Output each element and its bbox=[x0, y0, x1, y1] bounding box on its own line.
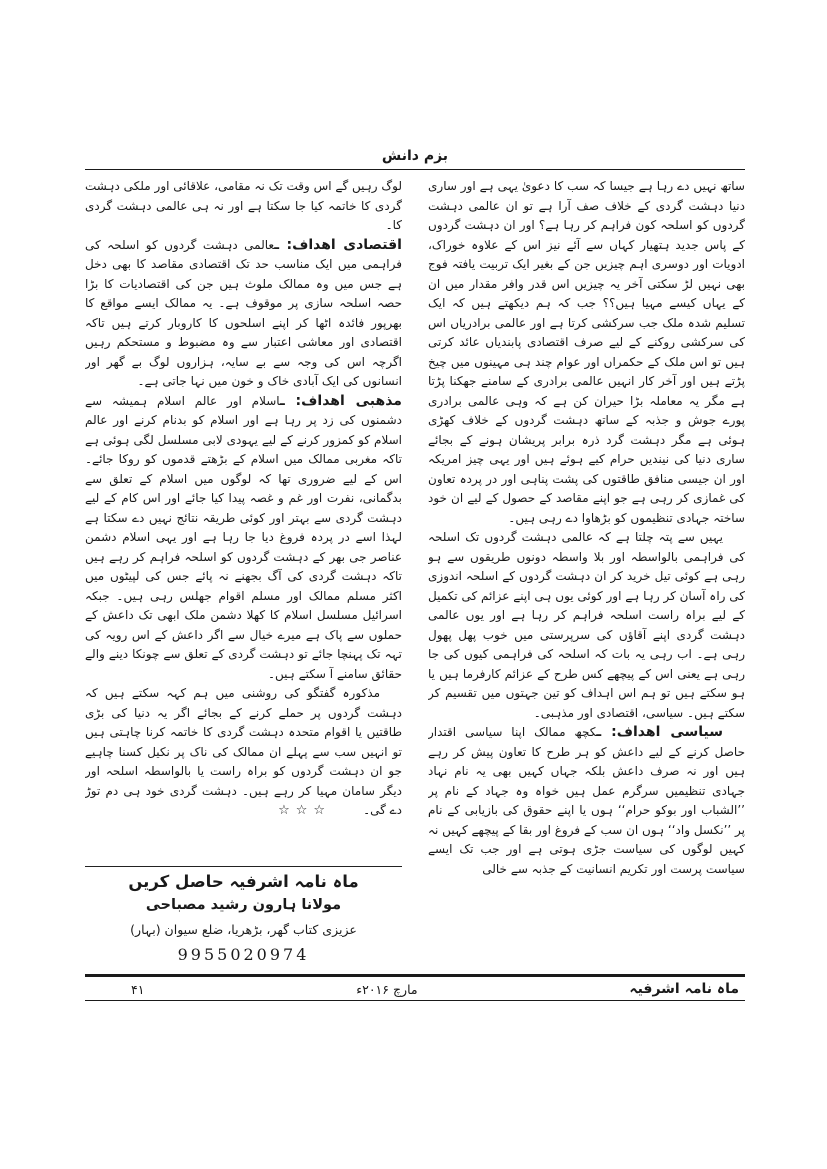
footer-rule-thin bbox=[85, 1000, 745, 1001]
section-heading-mazhabi-ahdaf: مذهبی اهداف: ـ bbox=[279, 392, 402, 409]
page-footer bbox=[85, 974, 745, 1001]
column-right bbox=[428, 177, 745, 972]
end-of-article-stars: ☆☆☆ bbox=[278, 803, 332, 818]
paragraph-continuation bbox=[85, 177, 402, 236]
paragraph-closing bbox=[85, 684, 402, 821]
footer-row bbox=[85, 977, 745, 1000]
page-header bbox=[85, 148, 745, 170]
section-heading-siyasi-ahdaf: سیاسی اهداف: ـ bbox=[596, 724, 723, 740]
paragraph-siyasi-ahdaf bbox=[428, 723, 745, 879]
subscription-box bbox=[85, 866, 402, 969]
footer-magazine-name: ماہ نامہ اشرفیہ bbox=[629, 981, 739, 997]
paragraph-text: ساتھ نہیں دے رہا ہے جیسا کہ سب کا دعویٰ یہی ہے اور ساری دنیا دہشت گردی کے خلاف صف آرا ہے تو ان عالمی دہشت گردوں کو اسلحہ کون فراہم کر رہا ہے؟ اور ان دہشت گردوں کے پاس جدید ہتھیار کہاں سے آئے نیز اس کے علاوہ خوراک، ادویات اور دوسری اہم چیزیں جن کے بغیر ایک تربیت یافتہ فوج بھی نہیں لڑ سکتی آخر یہ چیزیں اس قدر وافر مقدار میں ان کے یہاں کیسے مہیا ہیں؟؟ جب کہ ہم دیکھتے ہیں کہ ایک تسلیم شدہ ملک جب سرکشی کرتا ہے اور عالمی برادریاں اس کی سرکشی روکنے کے لیے صرف اقتصادی پابندیاں عائد کرتی ہیں تو اس ملک کے حکمراں اور عوام چند ہی مہینوں میں چیخ پڑتے ہیں اور آخر کار انہیں عالمی برادری کے سامنے جھکنا پڑتا ہے مگر یہ معاملہ بڑا حیران کن ہے کہ وہی عالمی برادری پورے جوش و جذبہ کے ساتھ دہشت گردوں کے خلاف کھڑی ہوئی ہے مگر دہشت گرد ذرہ برابر پریشان ہونے کے بجائے ساری دنیا کی نیندیں حرام کیے ہوئے ہیں اور یہی چیز امریکہ اور ان جیسی منافق طاقتوں کی پشت پناہی اور در پردہ تعاون کی غمازی کر رہی ہے جو اپنے مقاصد کے حصول کے لیے ان خود ساختہ جہادی تنظیموں کو بڑھاوا دے رہی ہیں۔ bbox=[428, 179, 745, 525]
page-header-title: بزم دانش bbox=[381, 148, 449, 164]
subscription-phone-number: 9955020974 bbox=[177, 944, 310, 964]
subscription-contact-name: مولانا ہارون رشید مصباحی bbox=[145, 897, 342, 914]
header-rule bbox=[85, 169, 745, 170]
paragraph bbox=[428, 528, 745, 723]
text-columns bbox=[85, 177, 745, 972]
paragraph-iqtisadi-ahdaf bbox=[85, 236, 402, 392]
footer-page-number: ۴۱ bbox=[131, 981, 145, 997]
paragraph-text: کچھ ممالک اپنا سیاسی اقتدار حاصل کرنے کے لیے داعش کو ہر طرح کا تعاون پیش کر رہے ہیں اور نہ صرف داعش بلکہ جہاں کہیں بھی یہ نام نہاد جہادی تنظیمیں سرگرم عمل ہیں خواہ وہ جہاد کے نام پر ’’الشباب اور بوکو حرام‘‘ ہوں یا اپنے حقوق کی بازیابی کے نام پر ’’نکسل واد‘‘ ہوں ان سب کے فروغ اور بقا کے پیچھے کہیں نہ کہیں لوگوں کی سیاست جڑی ہوتی ہے اور جب تک ایسے سیاست پرست اور تکریم انسانیت کے جذبہ سے خالی bbox=[428, 725, 745, 876]
paragraph-text: لوگ رہیں گے اس وقت تک نہ مقامی، علاقائی اور ملکی دہشت گردی کا خاتمہ کیا جا سکتا ہے اور نہ ہی عالمی دہشت گردی کا۔ bbox=[85, 179, 402, 232]
paragraph-text: اسلام اور عالم اسلام ہمیشہ سے دشمنوں کی زد پر رہا ہے اور اسلام کو بدنام کرنے اور عالم اسلام کو کمزور کرنے کے لیے یہودی لابی مسلسل لگی ہوئی ہے تاکہ مغربی ممالک میں اسلام کے بڑھتے قدموں کو روکا جائے۔ اس کے لیے ضروری تھا کہ لوگوں میں اسلام کے تعلق سے بدگمانی، نفرت اور غم و غصہ پیدا کیا جائے اور اس کام کے لیے دہشت گردی سے بہتر اور کوئی طریقہ نتائج نہیں دے سکتا ہے لہذا اسے در پردہ فروغ دیا جا رہا ہے اور یہی اسلام دشمن عناصر جی بھر کے دہشت گردوں کو اسلحہ فراہم کر رہے ہیں تاکہ دہشت گردی کی آگ بجھنے نہ پائے جس کی لپیٹوں میں اکثر مسلم ممالک اور مسلم اقوام جھلس رہی ہیں۔ جبکہ اسرائیل مسلسل اسلام کا کھلا دشمن ملک ابھی تک داعش کے حملوں سے پاک ہے میرے خیال سے اگر داعش کے اس رویہ کی تہہ تک پہنچا جائے تو دہشت گردی کے تعلق سے چونکا دینے والے حقائق سامنے آ سکتے ہیں۔ bbox=[85, 393, 402, 681]
column-left bbox=[85, 177, 402, 972]
paragraph-mazhabi-ahdaf bbox=[85, 392, 402, 685]
subscription-box-title: ماہ نامہ اشرفیہ حاصل کریں bbox=[128, 871, 359, 891]
page-content bbox=[85, 148, 745, 1001]
section-heading-iqtisadi-ahdaf: اقتصادی اهداف: ـ bbox=[274, 236, 402, 253]
paragraph-continuation bbox=[428, 177, 745, 528]
paragraph-text: مذکورہ گفتگو کی روشنی میں ہم کہہ سکتے ہیں کہ دہشت گردوں پر حملے کرنے کے بجائے اگر یہ دنیا کی بڑی طاقتیں یا اقوام متحدہ دہشت گردی کا خاتمہ کرنا چاہتی ہیں تو انہیں سب سے پہلے ان ممالک کی ناک پر نکیل کسنا چاہیے جو ان دہشت گردوں کو براہ راست یا بالواسطہ اسلحہ اور دیگر سامان مہیا کر رہے ہیں۔ دہشت گردی خود ہی دم توڑ دے گی۔ bbox=[85, 686, 402, 817]
subscription-address: عزیزی کتاب گھر، بڑھریا، ضلع سیوان (بہار) bbox=[130, 922, 357, 938]
footer-issue-date: مارچ ۲۰۱۶ء bbox=[356, 981, 418, 997]
paragraph-text: عالمی دہشت گردوں کو اسلحہ کی فراہمی میں ایک مناسب حد تک اقتصادی مقاصد کا بھی دخل ہے جس میں وہ ممالک ملوث ہیں جن کی اقتصادیات کا بڑا حصہ اسلحہ سازی پر موقوف ہے۔ یہ ممالک ایسے مواقع کا بھرپور فائدہ اٹھا کر اپنے اسلحوں کا کاروبار کرتے ہیں تاکہ اقتصادی اور معاشی اعتبار سے وہ مضبوط و مستحکم رہیں اگرچہ اس کی وجہ سے بے سایہ، ہزاروں لوگ بے گھر اور انسانوں کی ایک آبادی خاک و خون میں نہا جاتی ہے۔ bbox=[85, 237, 402, 388]
paragraph-text: یہیں سے پتہ چلتا ہے کہ عالمی دہشت گردوں تک اسلحہ کی فراہمی بالواسطہ اور بلا واسطہ دونوں طریقوں سے ہو رہی ہے کوئی تیل خرید کر ان دہشت گردوں کے اسلحہ اندوزی کی راہ آسان کر رہا ہے اور کوئی یوں ہی اپنے عزائم کی تکمیل کے لیے براہ راست اسلحہ فراہم کر رہا ہے اور یوں عالمی دہشت گردی اپنے آقاؤں کی سرپرستی میں خوب پھل پھول رہی ہے۔ اب رہی یہ بات کہ اسلحہ کی فراہمی کیوں کی جا رہی ہے یعنی اس کے پیچھے کس طرح کے عزائم کارفرما ہیں یا ہو سکتے ہیں تو ہم اس اہداف کو تین جہتوں میں تقسیم کر سکتے ہیں۔ سیاسی، اقتصادی اور مذہبی۔ bbox=[428, 530, 745, 720]
